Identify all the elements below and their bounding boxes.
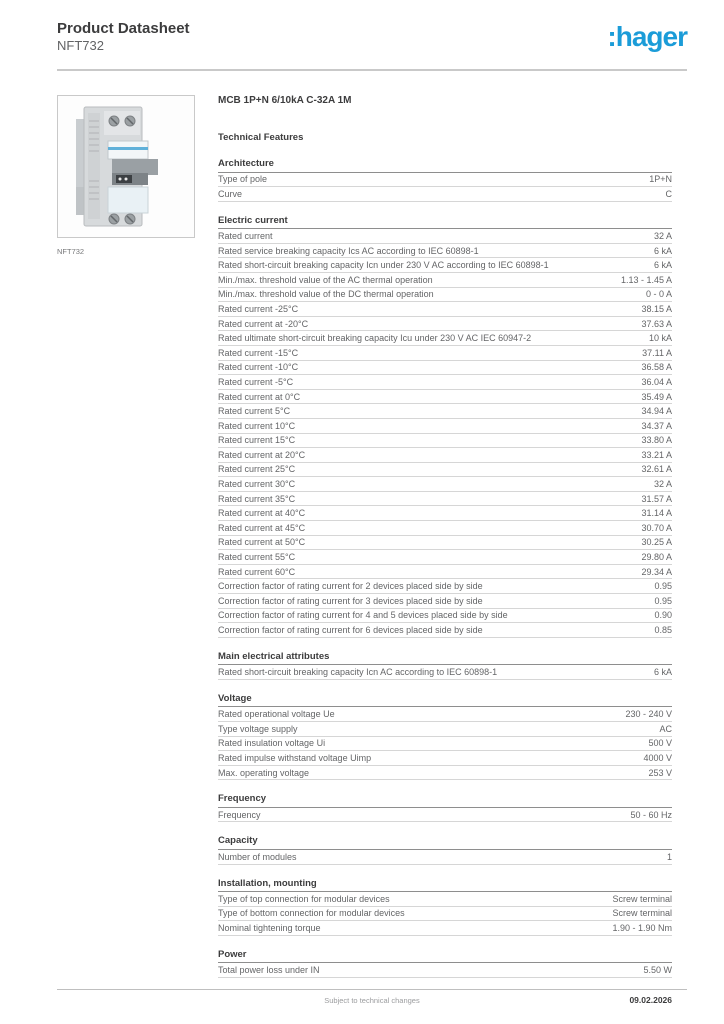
spec-row-label: Correction factor of rating current for 2 devices placed side by side (218, 581, 483, 592)
mcb-product-image (74, 103, 178, 230)
spec-row (218, 331, 672, 346)
spec-row-label: Rated current (218, 230, 273, 241)
spec-rows (218, 892, 672, 936)
spec-rows (218, 665, 672, 680)
spec-row (218, 536, 672, 551)
spec-section-title: Main electrical attributes (218, 651, 672, 666)
spec-row-label: Correction factor of rating current for 6 devices placed side by side (218, 625, 483, 636)
spec-row (218, 187, 672, 202)
spec-row-label: Max. operating voltage (218, 767, 310, 778)
page-title: Product Datasheet (57, 20, 190, 37)
spec-row-label: Rated current 30°C (218, 479, 296, 490)
spec-row (218, 173, 672, 188)
spec-row-value: 36.58 A (641, 362, 672, 373)
spec-content (218, 95, 672, 991)
header-text-block (57, 20, 190, 54)
spec-section (218, 651, 672, 680)
spec-row-value: 32 A (653, 230, 672, 241)
spec-row-label: Rated current -10°C (218, 362, 299, 373)
spec-row (218, 579, 672, 594)
spec-row-value: 230 - 240 V (625, 709, 672, 720)
spec-row-label: Rated current at 40°C (218, 508, 306, 519)
spec-section-title: Electric current (218, 215, 672, 230)
spec-row-label: Rated current at -20°C (218, 318, 309, 329)
spec-rows (218, 963, 672, 978)
spec-row (218, 317, 672, 332)
spec-row-value: 29.80 A (641, 552, 672, 563)
spec-row (218, 492, 672, 507)
spec-row (218, 594, 672, 609)
spec-row-label: Rated current -15°C (218, 347, 299, 358)
spec-row-label: Rated current 10°C (218, 420, 296, 431)
spec-row-value: 31.14 A (641, 508, 672, 519)
spec-row (218, 390, 672, 405)
spec-row-value: 1.90 - 1.90 Nm (612, 923, 672, 934)
spec-row (218, 609, 672, 624)
spec-section-title: Architecture (218, 158, 672, 173)
spec-row-value: Screw terminal (612, 893, 672, 904)
spec-row-value: 36.04 A (641, 376, 672, 387)
spec-row-value: 500 V (648, 738, 672, 749)
spec-row-label: Rated operational voltage Ue (218, 709, 335, 720)
spec-row-value: 6 kA (653, 260, 672, 271)
spec-row-label: Rated current 60°C (218, 566, 296, 577)
hager-logo: :hager (607, 21, 687, 52)
spec-row-value: 29.34 A (641, 566, 672, 577)
spec-row-label: Rated ultimate short-circuit breaking capacity Icu under 230 V AC IEC 60947-2 (218, 333, 532, 344)
spec-row-value: 33.21 A (641, 449, 672, 460)
spec-row-label: Rated short-circuit breaking capacity Icn under 230 V AC according to IEC 60898-1 (218, 260, 549, 271)
spec-row (218, 751, 672, 766)
spec-row (218, 273, 672, 288)
spec-section (218, 793, 672, 822)
spec-row (218, 707, 672, 722)
spec-row (218, 434, 672, 449)
product-image-frame (57, 95, 195, 238)
spec-section-title: Voltage (218, 693, 672, 708)
spec-row-label: Correction factor of rating current for 4 and 5 devices placed side by side (218, 610, 508, 621)
spec-row-label: Rated current at 45°C (218, 522, 306, 533)
spec-row-value: 37.11 A (642, 347, 672, 358)
product-image-column (57, 95, 195, 991)
spec-section (218, 878, 672, 936)
spec-row-value: 0.85 (654, 625, 672, 636)
spec-row (218, 963, 672, 978)
spec-section (218, 158, 672, 202)
spec-row-value: 5.50 W (643, 965, 672, 976)
spec-row-value: 35.49 A (641, 391, 672, 402)
spec-row (218, 288, 672, 303)
spec-row (218, 346, 672, 361)
spec-section (218, 949, 672, 978)
spec-row (218, 244, 672, 259)
spec-row-label: Rated short-circuit breaking capacity Icn AC according to IEC 60898-1 (218, 667, 498, 678)
spec-row (218, 808, 672, 823)
spec-row-value: 34.37 A (641, 420, 672, 431)
spec-row-value: 0.90 (654, 610, 672, 621)
spec-row-label: Type voltage supply (218, 723, 298, 734)
spec-row (218, 892, 672, 907)
spec-row-value: 30.25 A (641, 537, 672, 548)
spec-row-value: 1P+N (649, 174, 672, 185)
spec-row-value: 0.95 (654, 595, 672, 606)
spec-row (218, 722, 672, 737)
spec-row-value: 10 kA (648, 333, 672, 344)
spec-row (218, 477, 672, 492)
spec-row-value: 32 A (653, 479, 672, 490)
spec-row-label: Nominal tightening torque (218, 923, 321, 934)
spec-section (218, 835, 672, 864)
spec-section (218, 693, 672, 780)
spec-row (218, 419, 672, 434)
spec-row (218, 506, 672, 521)
spec-row-value: 50 - 60 Hz (630, 809, 672, 820)
spec-section-title: Installation, mounting (218, 878, 672, 893)
spec-row (218, 463, 672, 478)
spec-rows (218, 850, 672, 865)
spec-row-value: 4000 V (643, 752, 672, 763)
spec-row-label: Rated current at 20°C (218, 449, 306, 460)
spec-row-value: 6 kA (653, 245, 672, 256)
spec-row-value: 37.63 A (641, 318, 672, 329)
spec-row-label: Curve (218, 188, 243, 199)
spec-row (218, 623, 672, 638)
page-footer (57, 989, 687, 1005)
spec-row-value: 1 (666, 851, 672, 862)
spec-row (218, 850, 672, 865)
spec-row-value: 34.94 A (641, 406, 672, 417)
spec-row-value: 33.80 A (641, 435, 672, 446)
spec-row-value: 0 - 0 A (645, 289, 672, 300)
spec-row-value: Screw terminal (612, 908, 672, 919)
spec-row (218, 665, 672, 680)
spec-row-value: AC (659, 723, 672, 734)
spec-row-label: Type of top connection for modular devices (218, 893, 390, 904)
spec-row-label: Frequency (218, 809, 261, 820)
spec-row (218, 258, 672, 273)
spec-rows (218, 173, 672, 202)
spec-row-value: 38.15 A (641, 303, 672, 314)
spec-row-label: Rated service breaking capacity Ics AC according to IEC 60898-1 (218, 245, 479, 256)
spec-row-label: Rated current -25°C (218, 303, 299, 314)
spec-row-label: Type of pole (218, 174, 268, 185)
spec-row (218, 302, 672, 317)
spec-row (218, 565, 672, 580)
footer-date: 09.02.2026 (629, 995, 672, 1005)
page-header (57, 20, 687, 54)
spec-row-value: C (665, 188, 672, 199)
spec-row-label: Rated insulation voltage Ui (218, 738, 326, 749)
spec-row-label: Rated current 25°C (218, 464, 296, 475)
product-title: MCB 1P+N 6/10kA C-32A 1M (218, 95, 352, 106)
sections (218, 158, 672, 978)
spec-rows (218, 707, 672, 780)
technical-features-heading: Technical Features (218, 132, 304, 143)
spec-row-label: Rated current -5°C (218, 376, 294, 387)
footer-note: Subject to technical changes (324, 996, 420, 1005)
spec-row-label: Rated current 55°C (218, 552, 296, 563)
header-divider (57, 69, 687, 71)
spec-row (218, 921, 672, 936)
spec-row (218, 448, 672, 463)
spec-row-value: 253 V (648, 767, 672, 778)
spec-row (218, 737, 672, 752)
spec-row (218, 361, 672, 376)
spec-row (218, 550, 672, 565)
spec-row-label: Rated current 35°C (218, 493, 296, 504)
product-reference: NFT732 (57, 38, 104, 53)
spec-rows (218, 229, 672, 638)
spec-section (218, 215, 672, 638)
spec-row-label: Total power loss under IN (218, 965, 320, 976)
spec-row-value: 1.13 - 1.45 A (620, 274, 672, 285)
spec-section-title: Capacity (218, 835, 672, 850)
spec-row (218, 404, 672, 419)
spec-rows (218, 808, 672, 823)
spec-row-label: Rated current 15°C (218, 435, 296, 446)
spec-row-label: Number of modules (218, 851, 297, 862)
spec-row (218, 907, 672, 922)
main-content (57, 95, 672, 991)
spec-row-label: Rated current at 0°C (218, 391, 301, 402)
spec-row-value: 6 kA (653, 667, 672, 678)
spec-row-label: Correction factor of rating current for 3 devices placed side by side (218, 595, 483, 606)
spec-section-title: Frequency (218, 793, 672, 808)
spec-row-label: Rated current at 50°C (218, 537, 306, 548)
spec-section-title: Power (218, 949, 672, 964)
spec-row (218, 521, 672, 536)
spec-row-label: Type of bottom connection for modular devices (218, 908, 405, 919)
spec-row (218, 766, 672, 781)
spec-row (218, 229, 672, 244)
spec-row-value: 30.70 A (641, 522, 672, 533)
spec-row-value: 31.57 A (641, 493, 672, 504)
product-image-caption: NFT732 (57, 247, 85, 256)
spec-row-label: Min./max. threshold value of the AC thermal operation (218, 274, 433, 285)
spec-row-label: Rated impulse withstand voltage Uimp (218, 752, 372, 763)
spec-row-label: Min./max. threshold value of the DC thermal operation (218, 289, 434, 300)
spec-row-label: Rated current 5°C (218, 406, 291, 417)
spec-row (218, 375, 672, 390)
spec-row-value: 32.61 A (641, 464, 672, 475)
spec-row-value: 0.95 (654, 581, 672, 592)
